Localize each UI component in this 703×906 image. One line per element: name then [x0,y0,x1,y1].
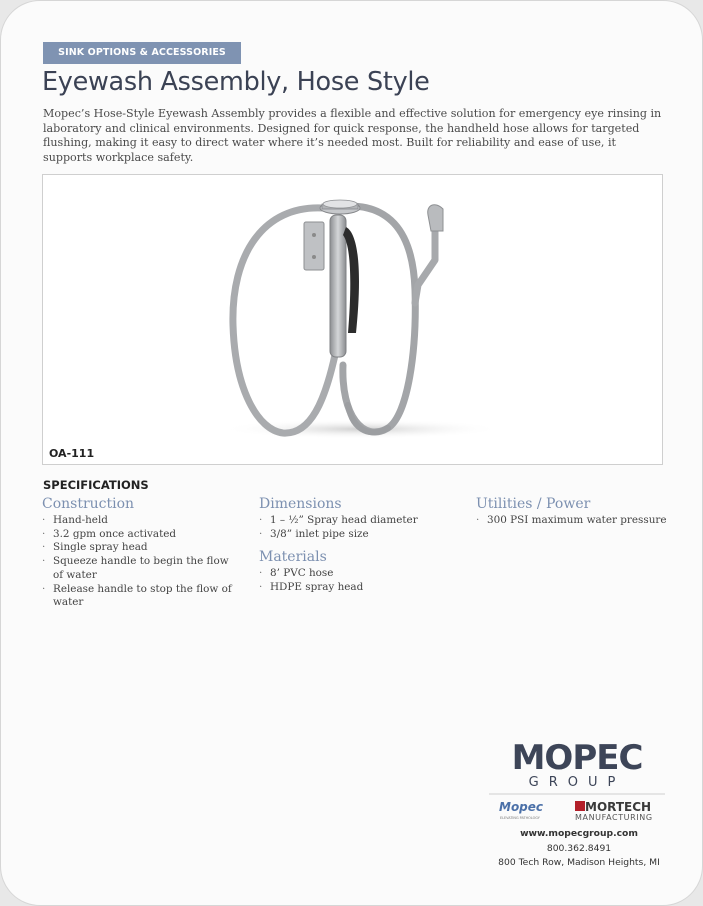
spray-handle [330,215,346,357]
utilities-title: Utilities / Power [476,496,591,512]
list-item: · Release handle to stop the flow of water [42,583,232,610]
list-item: · 8’ PVC hose [259,567,464,581]
wall-bracket [304,222,324,270]
materials-section [259,549,464,594]
contact-info [489,827,669,871]
pipe-elbow [428,205,443,231]
phone-number: 800.362.8491 [546,842,612,854]
product-description: Mopec’s Hose-Style Eyewash Assembly provides a flexible and effective solution for emergency eye rinsing in laboratory and clinical environments. Designed for quick response, the handheld hose allows for targeted flushing, making it easy to direct water where it’s needed most. Built for reliability and ease of use, it supports workplace safety. [43,107,662,164]
dimensions-list [259,514,464,541]
mopec-group-logo [489,739,665,824]
mopec-tagline: ELEVATING PATHOLOGY [500,816,540,820]
construction-title: Construction [42,496,135,512]
product-image-frame [42,174,663,465]
mortech-tagline: MANUFACTURING [575,813,653,822]
mortech-sublogo: MORTECH [585,800,652,814]
list-item: · 1 – ½” Spray head diameter [259,514,464,528]
list-item: · 300 PSI maximum water pressure [476,514,681,528]
materials-title: Materials [259,549,327,565]
list-item: · HDPE spray head [259,581,464,595]
mopec-sublogo: Mopec [499,800,544,814]
product-code: OA-111 [49,447,95,460]
materials-list [259,567,464,594]
list-item: · Squeeze handle to begin the flow of water [42,555,232,582]
list-item: · Hand-held [42,514,232,528]
dimensions-title: Dimensions [259,496,342,512]
specifications-heading: SPECIFICATIONS [43,478,149,492]
construction-list [42,514,232,610]
inlet-pipe [415,230,435,303]
utilities-list [476,514,681,528]
utilities-section [476,496,681,528]
list-item: · 3/8” inlet pipe size [259,528,464,542]
dimensions-section [259,496,464,541]
page-title: Eyewash Assembly, Hose Style [42,67,430,97]
list-item: · Single spray head [42,541,232,555]
mortech-mark [575,801,585,811]
logo-brand: MOPEC [511,739,643,778]
address: 800 Tech Row, Madison Heights, MI [498,857,660,868]
website-link[interactable]: www.mopecgroup.com [520,828,638,839]
category-tag: SINK OPTIONS & ACCESSORIES [43,42,241,64]
list-item: · 3.2 gpm once activated [42,528,232,542]
logo-group: GROUP [528,775,626,790]
product-image [43,175,662,464]
construction-section [42,496,232,610]
